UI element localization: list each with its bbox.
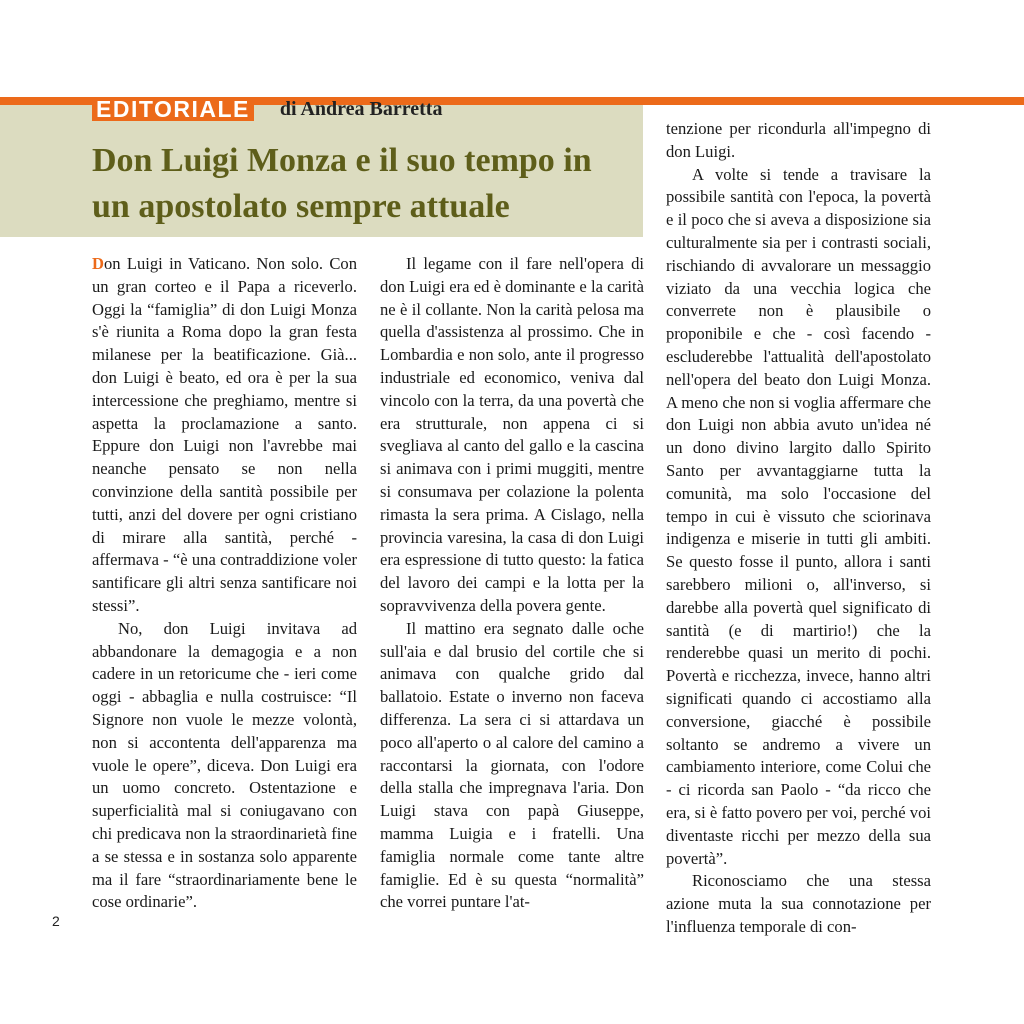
top-rule-right bbox=[643, 97, 1024, 105]
paragraph: Il legame con il fare nell'opera di don Luigi era ed è dominante e la carità ne è il collante. Non la carità pelosa ma quella d'assistenza al prossimo. Che in Lombardia e non solo, ante il progresso industriale ed economico, veniva dal vincolo con la terra, da una povertà che era strutturale, non appena ci si svegliava al canto del gallo e la cascina si animava con i primi muggiti, mentre si consumava per colazione la polenta rimasta la sera prima. A Cislago, nella provincia varesina, la casa di don Luigi era espressione di tutto questo: la fatica del lavoro dei campi e la lotta per la sopravvivenza della povera gente. bbox=[380, 254, 644, 615]
kicker-row bbox=[92, 97, 442, 121]
page-number: 2 bbox=[52, 913, 60, 929]
article-title: Don Luigi Monza e il suo tempo in un apostolato sempre attuale bbox=[92, 142, 592, 225]
paragraph bbox=[92, 253, 357, 618]
text-column-2 bbox=[380, 253, 644, 914]
paragraph-text: on Luigi in Vaticano. Non solo. Con un gran corteo e il Papa a riceverlo. Oggi la “famiglia” di don Luigi Monza s'è riunita a Roma dopo la gran festa milanese per la beatificazione. Già... don Luigi è beato, ed ora è per la sua intercessione che preghiamo, mentre si aspetta la proclamazione a santo. Eppure don Luigi non l'avrebbe mai neanche pensato se non nella convinzione della santità possibile per tutti, anzi del dovere per ogni cristiano di mirare alla santità, perché - affermava - “è una contraddizione voler santificare gli altri senza santificare noi stessi”. bbox=[92, 254, 357, 615]
paragraph: tenzione per ricondurla all'impegno di don Luigi. bbox=[666, 119, 931, 161]
paragraph: Il mattino era segnato dalle oche sull'aia e dal brusio del cortile che si animava con qualche grido dal ballatoio. Estate o inverno non faceva differenza. La sera ci si attardava un poco all'aperto o al calore del camino a raccontarsi la giornata, con l'odore della stalla che impregnava l'aria. Don Luigi stava con papà Giuseppe, mamma Luigia e i fratelli. Una famiglia normale come tante altre famiglie. Ed è su questa “normalità” che vorrei puntare l'at- bbox=[380, 618, 644, 912]
author-byline: di Andrea Barretta bbox=[279, 97, 443, 120]
drop-cap: D bbox=[92, 254, 104, 273]
paragraph: Riconosciamo che una stessa azione muta la sua connotazione per l'influenza temporale di con- bbox=[666, 871, 931, 936]
paragraph: No, don Luigi invitava ad abbandonare la demagogia e a non cadere in un retoricume che - ieri come oggi - abbaglia e nulla costruisce: “Il Signore non vuole le mezze volontà, non si accontenta dell'apparenza ma vuole le opere”, diceva. Don Luigi era un uomo concreto. Ostentazione e superficialità mal si coniugavano con chi predicava non la straordinarietà fine a se stessa e in sostanza solo apparente ma il fare “straordinariamente bene le cose ordinarie”. bbox=[92, 618, 357, 912]
section-kicker: EDITORIALE bbox=[92, 97, 254, 121]
text-column-1 bbox=[92, 253, 357, 914]
paragraph: A volte si tende a travisare la possibile santità con l'epoca, la povertà e il poco che si aveva a disposizione sia culturalmente sia per i contrasti sociali, rischiando di avvalorare un messaggio viziato da una vecchia logica che converrete non è plausibile o proponibile e che - così facendo - escluderebbe l'attualità dell'apostolato nell'opera del beato don Luigi Monza. A meno che non si voglia affermare che don Luigi non abbia avuto un'idea né un dono divino largito dallo Spirito Santo per avvantaggiarne tutta la comunità, ma solo l'occasione del tempo in cui è vissuto che sciorinava indigenza e miserie in tutti gli ambiti. Se questo fosse il punto, allora i santi sarebbero milioni o, all'inverso, si darebbe alla povertà quel significato di santità (e di martirio!) che la renderebbe quasi un merito di pochi. Povertà e ricchezza, invece, hanno altri significati quando ci accostiamo alla conversione, giacché è possibile soltanto se andremo a vivere un cambiamento interiore, come Colui che - ci ricorda san Paolo - “da ricco che era, si è fatto povero per voi, perché voi diventaste ricchi per mezzo della sua povertà”. bbox=[666, 164, 931, 868]
text-column-3 bbox=[666, 118, 931, 939]
